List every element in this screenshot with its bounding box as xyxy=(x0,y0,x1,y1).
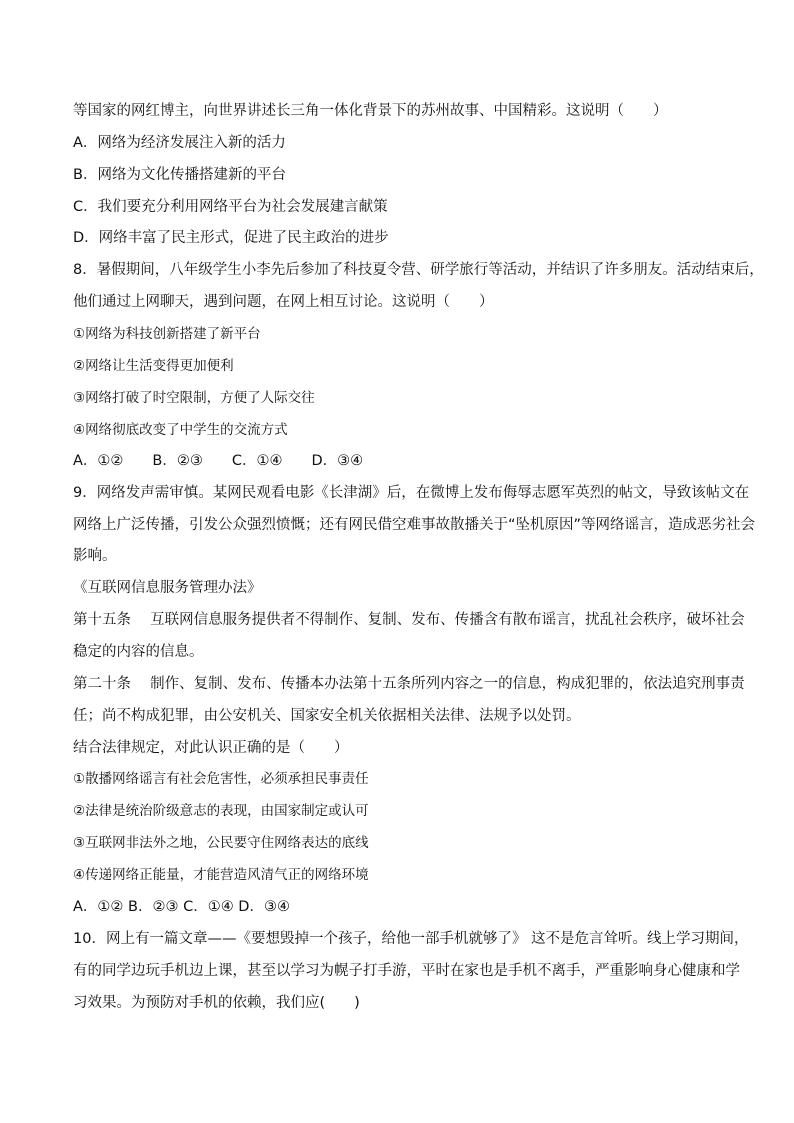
question-9-article-20-line-1: 第二十条 制作、复制、发布、传播本办法第十五条所列内容之一的信息，构成犯罪的，依法追究刑事责 xyxy=(73,676,745,692)
question-9-article-15-line-2: 稳定的内容的信息。 xyxy=(73,644,204,660)
question-7-option-d: D．网络丰富了民主形式，促进了民主政治的进步 xyxy=(73,230,389,246)
question-10-stem-line-1: 10．网上有一篇文章——《要想毁掉一个孩子，给他一部手机就够了》 这不是危言耸听。线上学习期间， xyxy=(73,931,749,947)
question-9-article-15-line-1: 第十五条 互联网信息服务提供者不得制作、复制、发布、传播含有散布谣言，扰乱社会秩序，破坏社会 xyxy=(73,612,745,628)
question-8-stem-line-1: 8．暑假期间，八年级学生小李先后参加了科技夏令营、研学旅行等活动，并结识了许多朋友。活动结束后， xyxy=(73,262,764,278)
question-8-stem-line-2: 他们通过上网聊天，遇到问题，在网上相互讨论。这说明（ ） xyxy=(73,294,494,310)
question-7-option-a: A．网络为经济发展注入新的活力 xyxy=(73,135,286,151)
question-7-stem-continuation: 等国家的网红博主，向世界讲述长三角一体化背景下的苏州故事、中国精彩。这说明（ ） xyxy=(73,103,668,119)
question-7-option-b: B．网络为文化传播搭建新的平台 xyxy=(73,167,286,183)
question-9-item-3: ③互联网非法外之地，公民要守住网络表达的底线 xyxy=(73,835,369,851)
question-9-stem-line-3: 影响。 xyxy=(73,548,117,564)
question-9-article-20-line-2: 任；尚不构成犯罪，由公安机关、国家安全机关依据相关法律、法规予以处罚。 xyxy=(73,708,581,724)
question-9-prompt: 结合法律规定，对此认识正确的是（ ） xyxy=(73,740,349,756)
question-10-stem-line-2: 有的同学边玩手机边上课，甚至以学习为幌子打手游，平时在家也是手机不离手，严重影响身心健康和学 xyxy=(73,963,740,979)
question-10-stem-line-3: 习效果。为预防对手机的依赖，我们应( ) xyxy=(73,995,360,1011)
question-8-item-3: ③网络打破了时空限制，方便了人际交往 xyxy=(73,390,315,406)
question-9-stem-line-1: 9．网络发声需审慎。某网民观看电影《长津湖》后，在微博上发布侮辱志愿军英烈的帖文，导致该帖文在 xyxy=(73,485,750,501)
question-8-answer-options: A．①② B．②③ C．①④ D．③④ xyxy=(73,453,364,469)
question-9-item-1: ①散播网络谣言有社会危害性，必须承担民事责任 xyxy=(73,771,369,787)
question-9-stem-line-2: 网络上广泛传播，引发公众强烈愤慨；还有网民借空难事故散播关于“坠机原因”等网络谣言，造成恶劣社会 xyxy=(73,517,756,533)
question-8-item-2: ②网络让生活变得更加便利 xyxy=(73,358,234,374)
question-9-item-2: ②法律是统治阶级意志的表现，由国家制定或认可 xyxy=(73,803,369,819)
question-9-law-title: 《互联网信息服务管理办法》 xyxy=(73,580,262,596)
question-7-option-c: C．我们要充分利用网络平台为社会发展建言献策 xyxy=(73,199,388,215)
question-8-item-4: ④网络彻底改变了中学生的交流方式 xyxy=(73,422,288,438)
question-9-item-4: ④传递网络正能量，才能营造风清气正的网络环境 xyxy=(73,867,369,883)
question-9-answer-options: A．①② B．②③ C．①④ D．③④ xyxy=(73,899,290,915)
question-8-item-1: ①网络为科技创新搭建了新平台 xyxy=(73,326,261,342)
